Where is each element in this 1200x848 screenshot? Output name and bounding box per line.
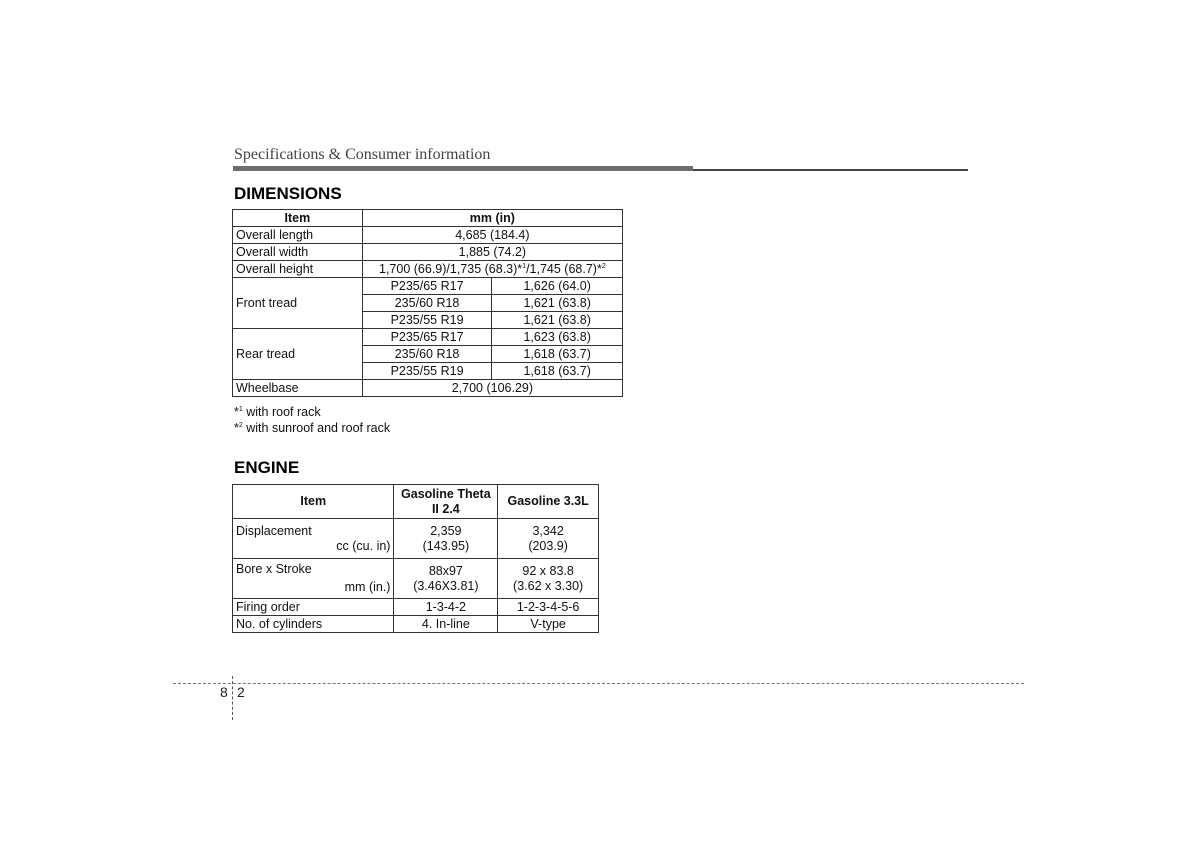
footnote-text: with roof rack <box>242 405 321 419</box>
table-row <box>233 210 623 227</box>
row-label: Overall width <box>233 244 363 261</box>
header-rule-thin <box>693 169 968 171</box>
table-row <box>233 599 599 616</box>
footnote-mark: 1 <box>238 406 243 413</box>
value-sub: (203.9) <box>528 538 568 553</box>
value-cell: 1-3-4-2 <box>394 599 498 616</box>
tread-value: 1,626 (64.0) <box>492 278 623 295</box>
row-label-cell <box>233 519 394 559</box>
value-cell <box>498 559 599 599</box>
height-value-b: /1,745 (68.7)* <box>526 261 602 276</box>
row-unit: cc (cu. in) <box>336 538 391 553</box>
table-row <box>233 519 599 559</box>
row-unit: mm (in.) <box>344 580 391 594</box>
row-label-cell <box>233 559 394 599</box>
row-value <box>362 261 622 278</box>
chapter-number: 8 <box>220 684 228 700</box>
footnote-mark: 1 <box>522 262 527 270</box>
row-label: Wheelbase <box>233 380 363 397</box>
value-cell <box>394 519 498 559</box>
value-main: 3,342 <box>532 523 564 538</box>
row-value: 4,685 (184.4) <box>362 227 622 244</box>
row-value: 2,700 (106.29) <box>362 380 622 397</box>
table-row <box>233 485 599 519</box>
tread-value: 1,618 (63.7) <box>492 363 623 380</box>
table-row <box>233 261 623 278</box>
row-value: 1,885 (74.2) <box>362 244 622 261</box>
footnote-1 <box>234 404 390 420</box>
tread-value: 1,618 (63.7) <box>492 346 623 363</box>
tire-size: P235/55 R19 <box>362 312 492 329</box>
value-sub: (3.46X3.81) <box>413 578 479 593</box>
value-sub: (143.95) <box>422 538 470 553</box>
value-cell <box>394 559 498 599</box>
row-label: Rear tread <box>233 329 363 380</box>
value-cell: 1-2-3-4-5-6 <box>498 599 599 616</box>
footnote-asterisk: * <box>234 405 239 419</box>
value-cell: 4. In-line <box>394 616 498 633</box>
footer-divider <box>173 683 1024 684</box>
tread-value: 1,621 (63.8) <box>492 312 623 329</box>
dimensions-table <box>232 209 623 397</box>
table-row <box>233 616 599 633</box>
tire-size: P235/55 R19 <box>362 363 492 380</box>
page-number: 2 <box>237 684 245 700</box>
row-label: No. of cylinders <box>233 616 394 633</box>
table-row <box>233 329 623 346</box>
footnotes <box>234 404 390 436</box>
tire-size: P235/65 R17 <box>362 329 492 346</box>
footnote-text: with sunroof and roof rack <box>242 421 391 435</box>
footnote-mark: 2 <box>601 262 606 270</box>
header-cell-item: Item <box>233 210 363 227</box>
row-label: Front tread <box>233 278 363 329</box>
table-row <box>233 380 623 397</box>
value-main: 92 x 83.8 <box>522 563 574 578</box>
table-row <box>233 278 623 295</box>
table-row <box>233 227 623 244</box>
height-value-a: 1,700 (66.9)/1,735 (68.3)* <box>379 261 523 276</box>
header-rule-dark <box>233 166 693 171</box>
value-cell: V-type <box>498 616 599 633</box>
value-main: 88x97 <box>428 563 463 578</box>
table-row <box>233 559 599 599</box>
footnote-asterisk: * <box>234 421 239 435</box>
row-label: Overall height <box>233 261 363 278</box>
header-cell-item: Item <box>233 485 394 519</box>
table-row <box>233 244 623 261</box>
row-label: Firing order <box>233 599 394 616</box>
row-label: Overall length <box>233 227 363 244</box>
dimensions-title: DIMENSIONS <box>234 184 342 203</box>
footnote-2 <box>234 420 390 436</box>
engine-table <box>232 484 599 633</box>
value-sub: (3.62 x 3.30) <box>513 578 584 593</box>
header-cell-33l: Gasoline 3.3L <box>498 485 599 519</box>
value-main: 2,359 <box>430 523 462 538</box>
tire-size: 235/60 R18 <box>362 346 492 363</box>
header-cell-theta: Gasoline Theta II 2.4 <box>394 485 498 519</box>
footnote-mark: 2 <box>238 422 243 429</box>
tire-size: P235/65 R17 <box>362 278 492 295</box>
tire-size: 235/60 R18 <box>362 295 492 312</box>
footer-page-separator <box>232 676 233 720</box>
header-title: Specifications & Consumer information <box>234 146 491 163</box>
tread-value: 1,623 (63.8) <box>492 329 623 346</box>
row-label: Displacement <box>236 523 312 538</box>
row-label: Bore x Stroke <box>236 562 312 576</box>
tread-value: 1,621 (63.8) <box>492 295 623 312</box>
header-cell-unit: mm (in) <box>362 210 622 227</box>
value-cell <box>498 519 599 559</box>
engine-title: ENGINE <box>234 458 300 477</box>
